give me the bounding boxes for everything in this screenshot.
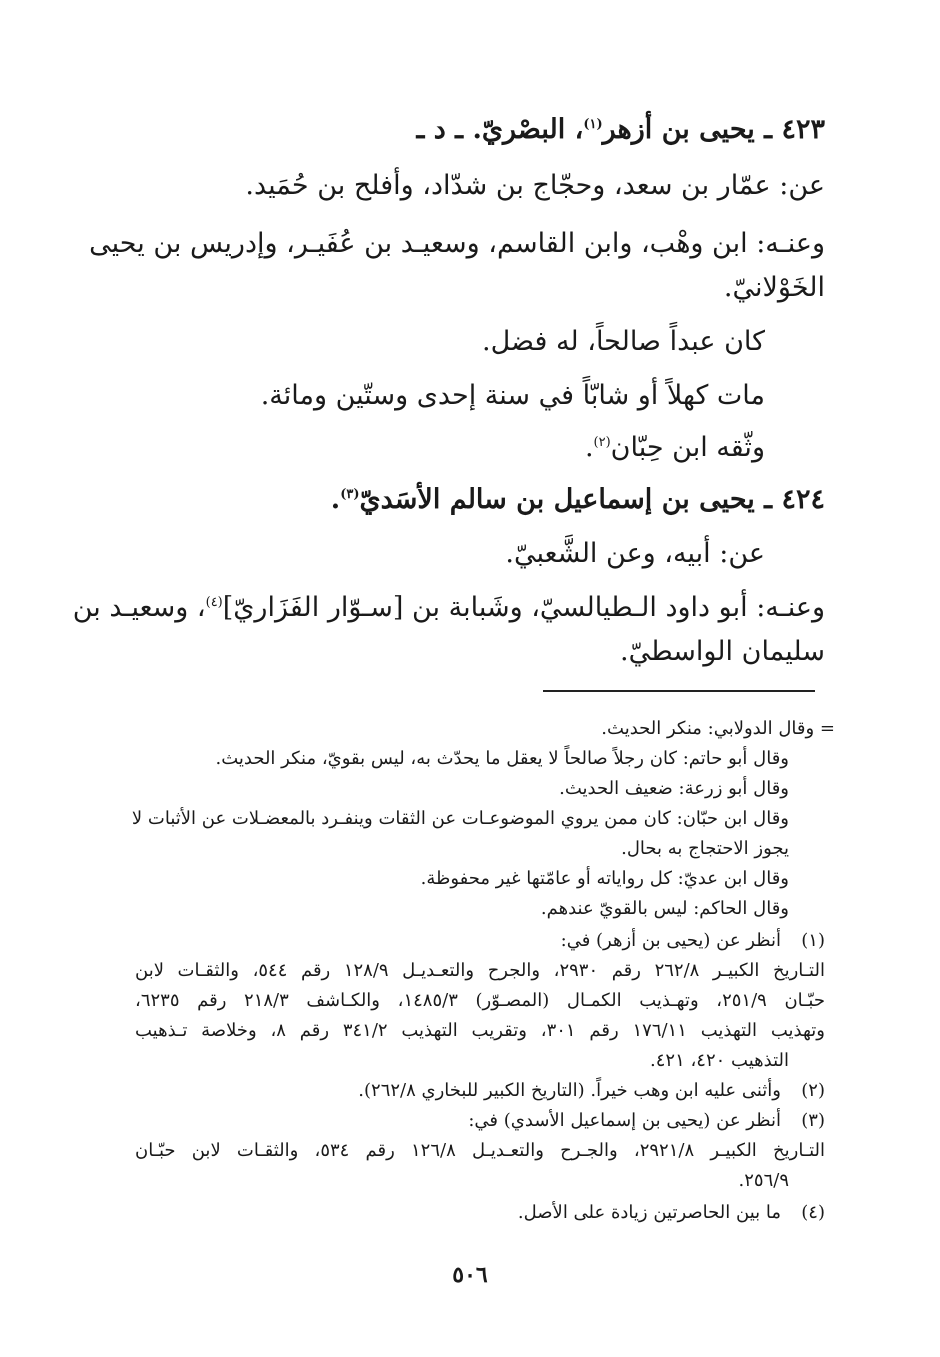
footnote-marker[interactable]: (٢)	[593, 435, 611, 450]
narrators-text: وعنـه: أبو داود الـطيالسيّ، وشَبابة بن [سـوّار الفَزَاريّ]	[222, 592, 825, 623]
footnote-1-line: التذهيب ٤٢٠، ٤٢١.	[650, 1050, 789, 1071]
footnote-text: أنظر عن (يحيى بن إسماعيل الأسدي) في:	[468, 1110, 781, 1131]
footnote-3-line: ٢٥٦/٩.	[738, 1170, 789, 1191]
footnote-3	[135, 1112, 825, 1130]
narrators-line-1: وعنـه: ابن وهْب، وابن القاسم، وسعيـد بن عُفَيـر، وإدريس بن يحيى	[89, 228, 825, 259]
footnote-marker[interactable]: (١)	[583, 117, 603, 132]
heading-text: ٤٢٤ ـ يحيى بن إسماعيل بن سالم الأسَديّ	[359, 484, 825, 515]
reliability-note	[135, 434, 765, 461]
footnote-continued-line: وقال أبو حاتم: كان رجلاً صالحاً لا يعقل ما يحدّث به، ليس بقويّ، منكر الحديث.	[215, 748, 789, 769]
footnote-text: أنظر عن (يحيى بن أزهر) في:	[560, 930, 781, 951]
narrated-from: عن: عمّار بن سعد، وحجّاج بن شدّاد، وأفلح بن حُمَيد.	[245, 170, 825, 201]
footnote-continued-line: وقال ابن حبّان: كان ممن يروي الموضوعـات عن الثقات وينفـرد بالمعضـلات عن الأثبات لا	[131, 808, 789, 829]
footnote-1	[135, 932, 825, 950]
footnote-3-line: التـاريخ الكبيـر ٢٩٢١/٨، والجـرح والتعـديـل ١٢٦/٨ رقم ٥٣٤، والثقـات لابن حبّـان	[135, 1140, 826, 1161]
footnote-text: وأثنى عليه ابن وهب خيراً. (التاريخ الكبير للبخاري ٢٦٢/٨).	[358, 1080, 781, 1101]
narrators-line-2: الخَوْلانيّ.	[723, 272, 825, 303]
punctuation: .	[584, 432, 594, 463]
narrated-from: عن: أبيه، وعن الشَّعبيّ.	[505, 538, 765, 569]
note-line: مات كهلاً أو شابّاً في سنة إحدى وستّين ومائة.	[260, 380, 765, 411]
narrators-line-1	[72, 592, 825, 623]
footnote-1-line: حبّـان ٢٥١/٩، وتهـذيب الكمـال (المصـوّر) ١٤٨٥/٣، والكـاشف ٢١٨/٣ رقم ٦٢٣٥،	[135, 990, 825, 1011]
footnote-marker[interactable]: (٤)	[205, 595, 223, 610]
heading-text-rest: ، البصْريّ. ـ د ـ	[416, 114, 584, 145]
footnote-1-line: التـاريخ الكبيـر ٢٦٢/٨ رقم ٢٩٣٠، والجرح والتعـديـل ١٢٨/٩ رقم ٥٤٤، والثقـات لابن	[135, 960, 825, 981]
footnote-number: (٣)	[801, 1110, 825, 1131]
footnote-continued-line: وقال الحاكم: ليس بالقويّ عندهم.	[540, 898, 789, 919]
footnote-1-line: وتهذيب التهذيب ١٧٦/١١ رقم ٣٠١، وتقريب التهذيب ٣٤١/٢ رقم ٨، وخلاصة تـذهيب	[135, 1020, 825, 1041]
entry-heading	[135, 116, 825, 143]
footnote-continued-line: = وقال الدولابي: منكر الحديث.	[601, 718, 835, 739]
footnote-continued-line: وقال أبو زرعة: ضعيف الحديث.	[559, 778, 789, 799]
footnote-2	[135, 1082, 825, 1100]
footnote-marker[interactable]: (٣)	[340, 487, 360, 502]
reliability-text: وثّقه ابن حِبّان	[610, 432, 765, 463]
footnote-continued-line: وقال ابن عديّ: كل رواياته أو عامّتها غير محفوظة.	[420, 868, 789, 889]
page-number: ٥٠٦	[452, 1262, 488, 1288]
footnote-number: (٤)	[801, 1202, 825, 1223]
footnote-continued-line: يجوز الاحتجاج به بحال.	[621, 838, 789, 859]
narrators-text-rest: ، وسعيـد بن	[72, 592, 206, 623]
footnote-text: ما بين الحاصرتين زيادة على الأصل.	[517, 1202, 781, 1223]
footnote-number: (٢)	[801, 1080, 825, 1101]
punctuation: .	[330, 484, 341, 515]
footnote-divider	[543, 690, 815, 692]
entry-heading	[135, 486, 825, 513]
footnote-number: (١)	[801, 930, 825, 951]
heading-text: ٤٢٣ ـ يحيى بن أزهر	[602, 114, 825, 145]
note-line: كان عبداً صالحاً، له فضل.	[482, 326, 765, 357]
narrators-line-2: سليمان الواسطيّ.	[620, 636, 825, 667]
footnote-4	[135, 1204, 825, 1222]
